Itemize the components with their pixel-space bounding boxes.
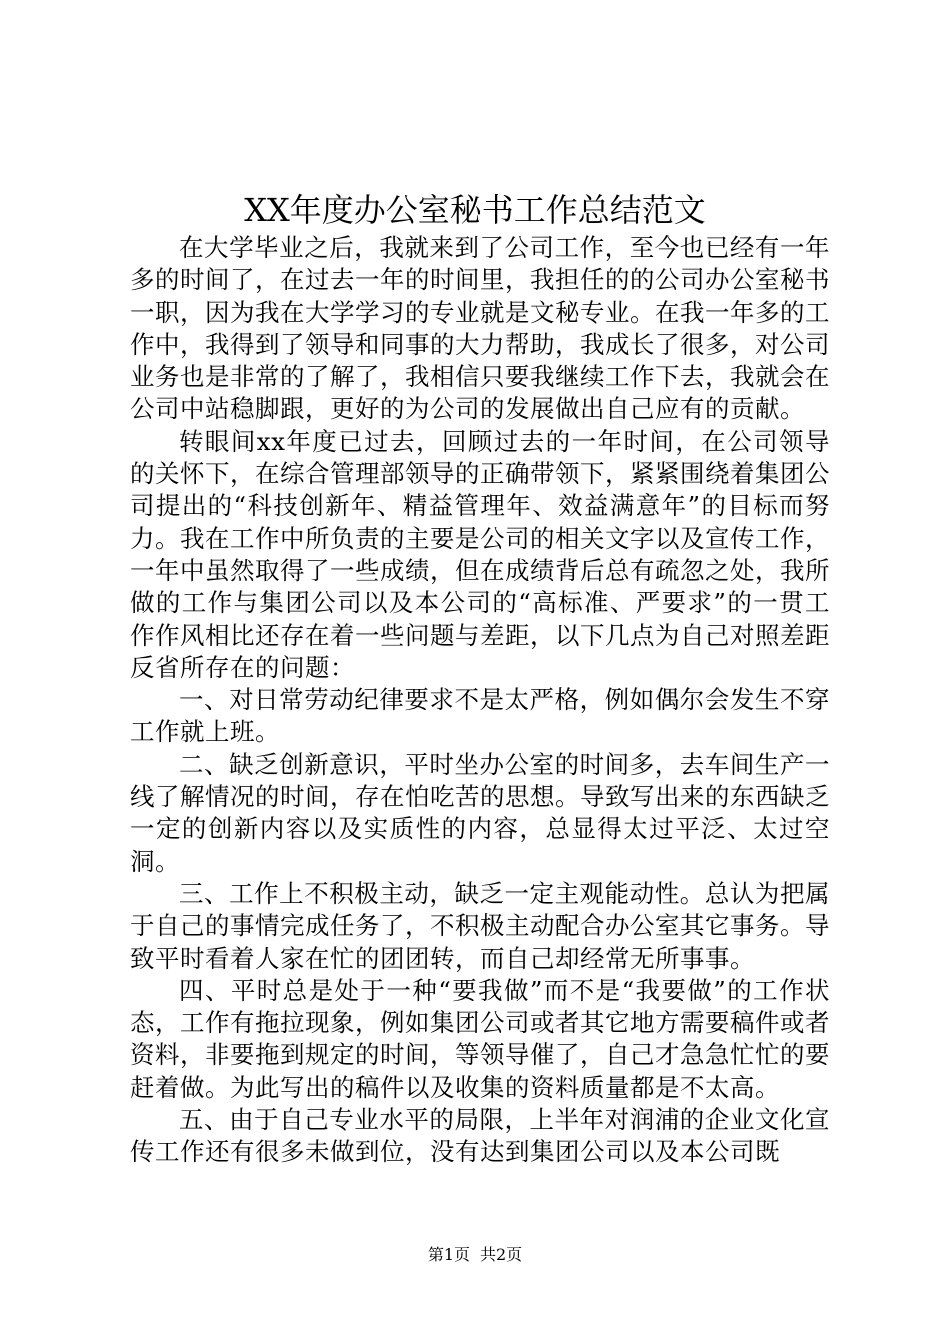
page-footer <box>0 1244 950 1266</box>
page-number-total: 共2页 <box>480 1245 523 1264</box>
paragraph-issue-2: 二、缺乏创新意识，平时坐办公室的时间多，去车间生产一线了解情况的时间，存在怕吃苦的思想。导致写出来的东西缺乏一定的创新内容以及实质性的内容，总显得太过平泛、太过空洞。 <box>130 749 830 876</box>
page-number-current: 第1页 <box>427 1245 470 1264</box>
paragraph-review: 转眼间xx年度已过去，回顾过去的一年时间，在公司领导的关怀下，在综合管理部领导的正确带领下，紧紧围绕着集团公司提出的“科技创新年、精益管理年、效益满意年”的目标而努力。我在工作中所负责的主要是公司的相关文字以及宣传工作，一年中虽然取得了一些成绩，但在成绩背后总有疏忽之处，我所做的工作与集团公司以及本公司的“高标准、严要求”的一贯工作作风相比还存在着一些问题与差距，以下几点为自己对照差距反省所存在的问题： <box>130 426 830 682</box>
paragraph-issue-5: 五、由于自己专业水平的局限，上半年对润浦的企业文化宣传工作还有很多未做到位，没有达到集团公司以及本公司既 <box>130 1105 830 1167</box>
paragraph-issue-1: 一、对日常劳动纪律要求不是太严格，例如偶尔会发生不穿工作就上班。 <box>130 685 830 747</box>
document-title: XX年度办公室秘书工作总结范文 <box>244 191 706 229</box>
document-body <box>130 232 830 1169</box>
paragraph-issue-4: 四、平时总是处于一种“要我做”而不是“我要做”的工作状态，工作有拖拉现象，例如集团公司或者其它地方需要稿件或者资料，非要拖到规定的时间，等领导催了，自己才急急忙忙的要赶着做。为此写出的稿件以及收集的资料质量都是不太高。 <box>130 975 830 1102</box>
paragraph-intro: 在大学毕业之后，我就来到了公司工作，至今也已经有一年多的时间了，在过去一年的时间里，我担任的的公司办公室秘书一职，因为我在大学学习的专业就是文秘专业。在我一年多的工作中，我得到了领导和同事的大力帮助，我成长了很多，对公司业务也是非常的了解了，我相信只要我继续工作下去，我就会在公司中站稳脚跟，更好的为公司的发展做出自己应有的贡献。 <box>130 233 830 424</box>
paragraph-issue-3: 三、工作上不积极主动，缺乏一定主观能动性。总认为把属于自己的事情完成任务了，不积极主动配合办公室其它事务。导致平时看着人家在忙的团团转，而自己却经常无所事事。 <box>130 878 830 973</box>
